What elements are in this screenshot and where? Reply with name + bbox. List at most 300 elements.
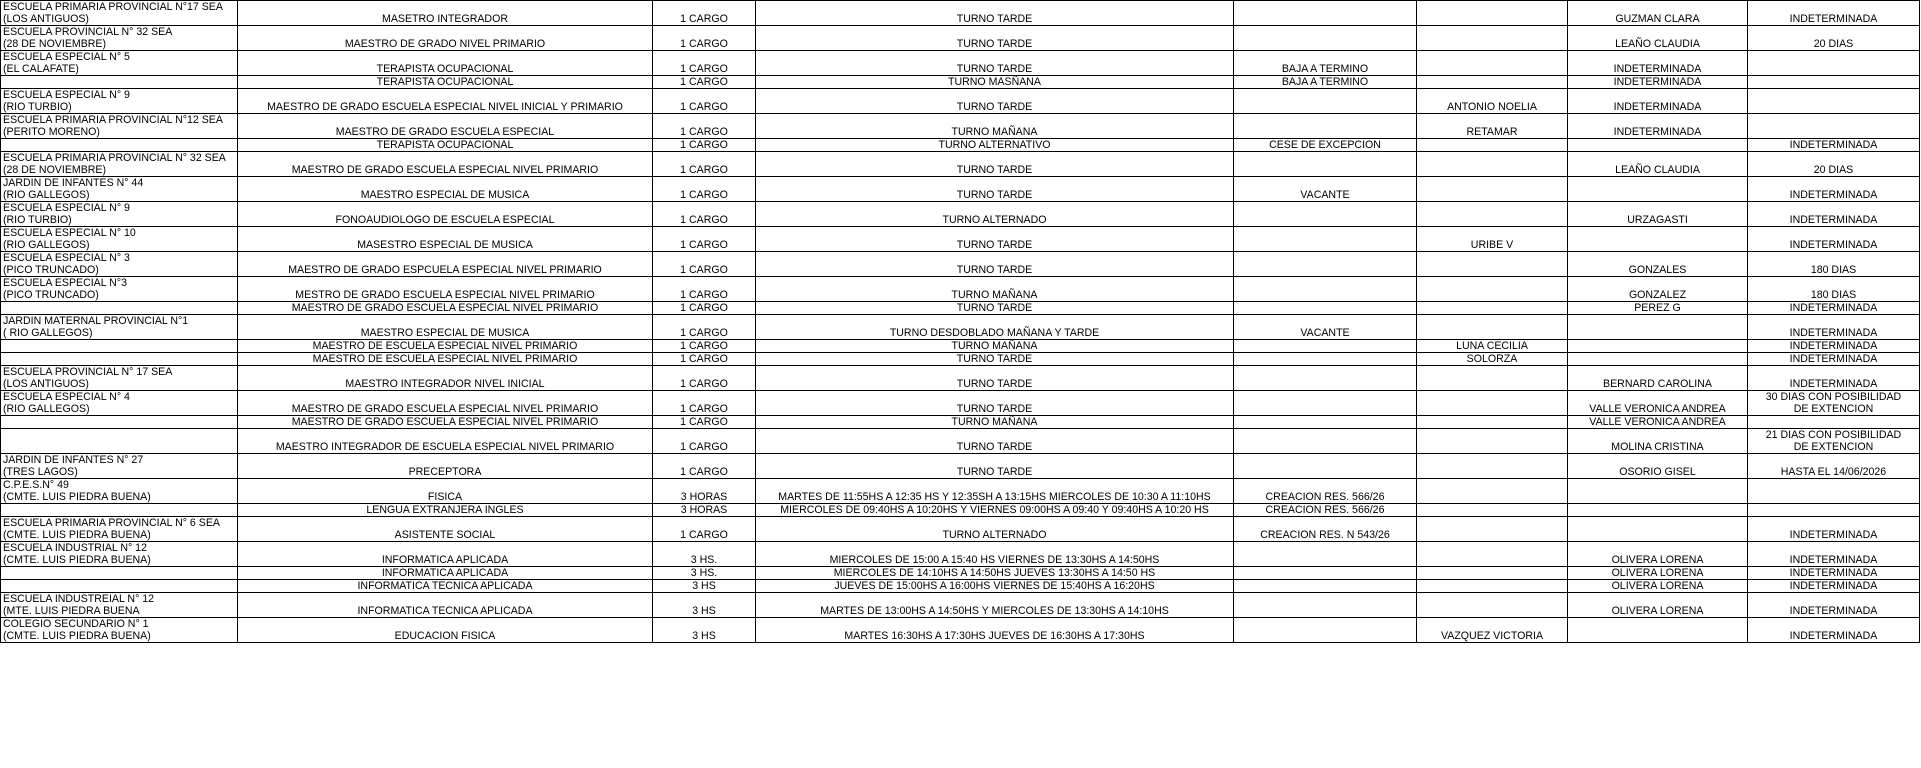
cell-school[interactable] [1,517,238,542]
cell-school-line: ESCUELA PRIMARIA PROVINCIAL N° 6 SEA [3,517,220,529]
cell-school[interactable] [1,1,238,26]
cell-position[interactable] [238,114,653,139]
cell-school[interactable] [1,542,238,567]
cell-school[interactable] [1,51,238,76]
cell-quantity[interactable] [653,542,756,567]
cell-school-line: (CMTE. LUIS PIEDRA BUENA) [3,630,151,642]
cell-quantity[interactable] [653,391,756,416]
cell-replacement[interactable] [1568,177,1748,202]
cell-duration[interactable] [1748,353,1920,366]
cell-teacher[interactable] [1417,517,1568,542]
cell-replacement[interactable] [1568,76,1748,89]
cell-quantity[interactable] [653,1,756,26]
cell-reason[interactable] [1234,567,1417,580]
cell-duration[interactable] [1748,252,1920,277]
cell-reason-text: CESE DE EXCEPCION [1269,139,1381,151]
cell-position[interactable] [238,429,653,454]
cell-position[interactable] [238,252,653,277]
cell-quantity[interactable] [653,567,756,580]
cell-teacher[interactable] [1417,227,1568,252]
cell-position[interactable] [238,416,653,429]
cell-duration[interactable] [1748,1,1920,26]
cell-quantity-text: 1 CARGO [680,441,728,453]
cell-reason[interactable] [1234,277,1417,302]
cell-reason[interactable] [1234,479,1417,504]
cell-school-line: ESCUELA ESPECIAL N° 4 [3,391,130,403]
cell-teacher[interactable] [1417,391,1568,416]
cell-school[interactable] [1,89,238,114]
table-row [1,454,1920,479]
cell-school[interactable] [1,26,238,51]
cell-reason[interactable] [1234,391,1417,416]
cell-duration[interactable] [1748,152,1920,177]
cell-shift[interactable] [756,277,1234,302]
cell-replacement[interactable] [1568,593,1748,618]
cell-shift[interactable] [756,504,1234,517]
cell-shift-text: TURNO TARDE [956,466,1033,478]
cell-quantity[interactable] [653,454,756,479]
cell-duration[interactable] [1748,277,1920,302]
cell-position[interactable] [238,302,653,315]
cell-quantity[interactable] [653,302,756,315]
cell-reason[interactable] [1234,504,1417,517]
cell-position[interactable] [238,26,653,51]
cell-duration[interactable] [1748,227,1920,252]
cell-position-text: MAESTRO DE GRADO ESCUELA ESPECIAL NIVEL PRIMARIO [291,416,599,428]
cell-quantity[interactable] [653,580,756,593]
cell-replacement[interactable] [1568,315,1748,340]
cell-shift[interactable] [756,139,1234,152]
cell-reason[interactable] [1234,1,1417,26]
cell-school[interactable] [1,593,238,618]
cell-teacher[interactable] [1417,416,1568,429]
cell-position-text: MESTRO DE GRADO ESCUELA ESPECIAL NIVEL PRIMARIO [295,289,595,301]
cell-school-line: ESCUELA ESPECIAL N° 10 [3,227,136,239]
cell-teacher[interactable] [1417,366,1568,391]
cell-duration[interactable] [1748,139,1920,152]
cell-replacement[interactable] [1568,51,1748,76]
cell-reason[interactable] [1234,26,1417,51]
cell-quantity[interactable] [653,618,756,643]
cell-duration[interactable] [1748,51,1920,76]
cell-shift[interactable] [756,567,1234,580]
cell-replacement[interactable] [1568,152,1748,177]
cell-teacher[interactable] [1417,567,1568,580]
cell-replacement[interactable] [1568,26,1748,51]
cell-school[interactable] [1,479,238,504]
cell-school[interactable] [1,353,238,366]
cell-shift-text: TURNO TARDE [956,302,1033,314]
cell-shift[interactable] [756,26,1234,51]
cell-replacement[interactable] [1568,580,1748,593]
cell-shift[interactable] [756,76,1234,89]
cell-quantity[interactable] [653,593,756,618]
cell-school[interactable] [1,618,238,643]
cell-school[interactable] [1,391,238,416]
cell-school[interactable] [1,152,238,177]
cell-position[interactable] [238,454,653,479]
cell-quantity[interactable] [653,139,756,152]
cell-reason[interactable] [1234,315,1417,340]
cell-position[interactable] [238,51,653,76]
cell-shift[interactable] [756,580,1234,593]
cell-reason[interactable] [1234,177,1417,202]
cell-duration[interactable] [1748,202,1920,227]
cell-replacement[interactable] [1568,302,1748,315]
cell-position[interactable] [238,479,653,504]
cell-school[interactable] [1,340,238,353]
table-row [1,340,1920,353]
cell-shift[interactable] [756,517,1234,542]
cell-teacher[interactable] [1417,315,1568,340]
cell-shift[interactable] [756,391,1234,416]
cell-school[interactable] [1,177,238,202]
cell-shift[interactable] [756,366,1234,391]
cell-school[interactable] [1,429,238,454]
cell-duration[interactable] [1748,517,1920,542]
cell-shift[interactable] [756,353,1234,366]
cell-school-line: (PICO TRUNCADO) [3,264,99,276]
cell-reason-text: VACANTE [1300,189,1350,201]
cell-replacement[interactable] [1568,618,1748,643]
cell-duration-line: 30 DIAS CON POSIBILIDAD [1765,391,1902,403]
cell-teacher[interactable] [1417,277,1568,302]
cell-shift[interactable] [756,1,1234,26]
cell-position[interactable] [238,315,653,340]
cell-school[interactable] [1,315,238,340]
cell-duration-line: INDETERMINADA [1789,580,1878,592]
cell-teacher[interactable] [1417,202,1568,227]
table-row [1,429,1920,454]
cell-reason[interactable] [1234,139,1417,152]
cell-quantity[interactable] [653,76,756,89]
cell-replacement[interactable] [1568,340,1748,353]
cell-position[interactable] [238,1,653,26]
cell-position[interactable] [238,277,653,302]
cell-duration[interactable] [1748,618,1920,643]
cell-teacher[interactable] [1417,340,1568,353]
cell-position[interactable] [238,517,653,542]
cell-quantity[interactable] [653,353,756,366]
cell-position-text: MAESTRO DE GRADO ESCUELA ESPECIAL NIVEL PRIMARIO [291,403,599,415]
cell-school[interactable] [1,277,238,302]
cell-duration[interactable] [1748,177,1920,202]
cell-replacement[interactable] [1568,353,1748,366]
cell-reason[interactable] [1234,202,1417,227]
cell-quantity[interactable] [653,51,756,76]
cell-quantity[interactable] [653,315,756,340]
cell-teacher[interactable] [1417,26,1568,51]
cell-duration-line: 180 DIAS [1810,264,1857,276]
cell-teacher[interactable] [1417,76,1568,89]
cell-shift[interactable] [756,202,1234,227]
cell-quantity[interactable] [653,517,756,542]
cell-teacher[interactable] [1417,51,1568,76]
cell-shift[interactable] [756,416,1234,429]
cell-replacement[interactable] [1568,416,1748,429]
cell-teacher[interactable] [1417,618,1568,643]
cell-shift[interactable] [756,177,1234,202]
cell-duration[interactable] [1748,567,1920,580]
cell-replacement[interactable] [1568,227,1748,252]
cell-duration[interactable] [1748,366,1920,391]
cell-shift[interactable] [756,252,1234,277]
cell-school-line: ESCUELA INDUSTREIAL N° 12 [3,593,155,605]
cell-replacement-text: GONZALEZ [1628,289,1687,301]
cell-shift[interactable] [756,340,1234,353]
cell-quantity[interactable] [653,366,756,391]
cell-teacher[interactable] [1417,302,1568,315]
cell-school[interactable] [1,114,238,139]
cell-replacement[interactable] [1568,479,1748,504]
cell-shift[interactable] [756,542,1234,567]
cell-position[interactable] [238,227,653,252]
cell-teacher[interactable] [1417,353,1568,366]
cell-shift[interactable] [756,227,1234,252]
cell-position[interactable] [238,567,653,580]
cell-replacement[interactable] [1568,391,1748,416]
cell-quantity[interactable] [653,429,756,454]
cell-quantity-text: 3 HS [692,605,716,617]
cell-duration[interactable] [1748,315,1920,340]
cell-quantity[interactable] [653,252,756,277]
cell-school[interactable] [1,366,238,391]
cell-replacement[interactable] [1568,114,1748,139]
cell-replacement[interactable] [1568,567,1748,580]
cell-shift[interactable] [756,51,1234,76]
cell-shift[interactable] [756,618,1234,643]
cell-duration[interactable] [1748,302,1920,315]
cell-quantity[interactable] [653,227,756,252]
cell-duration[interactable] [1748,542,1920,567]
cell-school-line: (RIO GALLEGOS) [3,239,90,251]
table-body [1,1,1920,643]
cell-replacement[interactable] [1568,504,1748,517]
cell-position-text: ASISTENTE SOCIAL [394,529,496,541]
cell-reason[interactable] [1234,593,1417,618]
table-row [1,580,1920,593]
cell-school[interactable] [1,567,238,580]
cell-position[interactable] [238,177,653,202]
cell-position[interactable] [238,152,653,177]
cell-shift[interactable] [756,593,1234,618]
cell-teacher[interactable] [1417,1,1568,26]
cell-position-text: FISICA [427,491,463,503]
cell-school-line: COLEGIO SECUNDARIO N° 1 [3,618,149,630]
cell-quantity-text: 1 CARGO [680,63,728,75]
cell-school[interactable] [1,202,238,227]
cell-duration-line: 20 DIAS [1813,164,1854,176]
cell-school-line: (RIO TURBIO) [3,101,72,113]
cell-duration[interactable] [1748,26,1920,51]
cell-position[interactable] [238,353,653,366]
cell-position-text: FONOAUDIOLOGO DE ESCUELA ESPECIAL [335,214,555,226]
cell-reason[interactable] [1234,152,1417,177]
cell-reason[interactable] [1234,542,1417,567]
cell-position[interactable] [238,580,653,593]
cell-teacher[interactable] [1417,504,1568,517]
cell-school-line: ESCUELA PRIMARIA PROVINCIAL N°17 SEA [3,1,223,13]
cell-replacement[interactable] [1568,542,1748,567]
cell-duration-line: INDETERMINADA [1789,214,1878,226]
cell-reason[interactable] [1234,340,1417,353]
cell-duration[interactable] [1748,454,1920,479]
cell-replacement[interactable] [1568,252,1748,277]
cell-teacher[interactable] [1417,89,1568,114]
cell-school[interactable] [1,252,238,277]
cell-reason[interactable] [1234,429,1417,454]
cell-quantity[interactable] [653,114,756,139]
cell-school[interactable] [1,416,238,429]
cell-shift[interactable] [756,479,1234,504]
cell-position[interactable] [238,366,653,391]
cell-reason[interactable] [1234,454,1417,479]
cell-quantity[interactable] [653,26,756,51]
cell-teacher[interactable] [1417,139,1568,152]
cell-school-line: ESCUELA PRIMARIA PROVINCIAL N° 32 SEA [3,152,226,164]
cell-duration[interactable] [1748,114,1920,139]
cell-replacement[interactable] [1568,89,1748,114]
cell-shift-text: TURNO TARDE [956,264,1033,276]
cell-school-line: ESCUELA ESPECIAL N° 5 [3,51,130,63]
cell-position[interactable] [238,504,653,517]
cell-reason[interactable] [1234,302,1417,315]
cell-duration-line: INDETERMINADA [1789,567,1878,579]
cell-reason-text: BAJA A TERMINO [1281,76,1369,88]
cell-duration[interactable] [1748,580,1920,593]
cell-teacher[interactable] [1417,454,1568,479]
cell-shift[interactable] [756,429,1234,454]
table-row [1,139,1920,152]
cell-duration-line: INDETERMINADA [1789,353,1878,365]
cell-replacement[interactable] [1568,454,1748,479]
cell-quantity[interactable] [653,277,756,302]
cell-reason[interactable] [1234,353,1417,366]
cell-reason[interactable] [1234,76,1417,89]
cell-teacher-text: URIBE V [1470,239,1514,251]
cell-replacement[interactable] [1568,202,1748,227]
cell-quantity[interactable] [653,89,756,114]
cell-reason[interactable] [1234,517,1417,542]
cell-quantity[interactable] [653,504,756,517]
cell-school[interactable] [1,504,238,517]
cell-position-text: MAESTRO DE GRADO ESCUELA ESPECIAL NIVEL PRIMARIO [291,164,599,176]
cell-position[interactable] [238,618,653,643]
cell-teacher[interactable] [1417,593,1568,618]
cell-duration[interactable] [1748,391,1920,416]
cell-position[interactable] [238,542,653,567]
cell-teacher[interactable] [1417,479,1568,504]
cell-quantity-text: 1 CARGO [680,302,728,314]
cell-teacher[interactable] [1417,177,1568,202]
table-row [1,504,1920,517]
cell-position[interactable] [238,202,653,227]
cell-replacement[interactable] [1568,277,1748,302]
cell-replacement[interactable] [1568,139,1748,152]
cell-reason[interactable] [1234,252,1417,277]
cell-reason[interactable] [1234,618,1417,643]
cell-quantity[interactable] [653,202,756,227]
cell-replacement[interactable] [1568,517,1748,542]
cell-duration[interactable] [1748,479,1920,504]
cell-duration[interactable] [1748,76,1920,89]
cell-quantity[interactable] [653,177,756,202]
cell-school[interactable] [1,580,238,593]
cell-reason[interactable] [1234,580,1417,593]
cell-duration[interactable] [1748,416,1920,429]
table-row [1,391,1920,416]
cell-teacher[interactable] [1417,152,1568,177]
cell-school[interactable] [1,454,238,479]
cell-replacement[interactable] [1568,366,1748,391]
cell-reason[interactable] [1234,366,1417,391]
cell-position[interactable] [238,391,653,416]
cell-position[interactable] [238,593,653,618]
table-row [1,1,1920,26]
cell-school[interactable] [1,76,238,89]
cell-quantity-text: 1 CARGO [680,327,728,339]
table-row [1,202,1920,227]
cell-replacement[interactable] [1568,1,1748,26]
cell-shift[interactable] [756,89,1234,114]
cell-shift[interactable] [756,315,1234,340]
cell-duration[interactable] [1748,340,1920,353]
cell-quantity[interactable] [653,479,756,504]
cell-reason[interactable] [1234,416,1417,429]
table-row [1,366,1920,391]
cell-shift[interactable] [756,454,1234,479]
cell-school[interactable] [1,139,238,152]
cell-teacher[interactable] [1417,542,1568,567]
cell-shift[interactable] [756,302,1234,315]
cell-school-line: JARDIN MATERNAL PROVINCIAL N°1 [3,315,189,327]
cell-reason[interactable] [1234,227,1417,252]
cell-shift[interactable] [756,114,1234,139]
cell-position[interactable] [238,139,653,152]
cell-duration[interactable] [1748,89,1920,114]
cell-replacement[interactable] [1568,429,1748,454]
cell-position[interactable] [238,89,653,114]
table-row [1,416,1920,429]
cell-duration[interactable] [1748,429,1920,454]
cell-position[interactable] [238,340,653,353]
cell-reason[interactable] [1234,51,1417,76]
cell-teacher[interactable] [1417,252,1568,277]
cell-quantity-text: 1 CARGO [680,403,728,415]
cell-school[interactable] [1,227,238,252]
cell-duration-line: DE EXTENCION [1793,441,1874,453]
cell-school[interactable] [1,302,238,315]
cell-quantity[interactable] [653,152,756,177]
cell-duration[interactable] [1748,593,1920,618]
cell-quantity[interactable] [653,340,756,353]
cell-position-text: MAESTRO DE GRADO ESCUELA ESPECIAL NIVEL INICIAL Y PRIMARIO [267,101,623,113]
cell-shift[interactable] [756,152,1234,177]
cell-duration-line: INDETERMINADA [1789,378,1878,390]
cell-quantity-text: 3 HS. [690,567,718,579]
cell-quantity-text: 1 CARGO [680,189,728,201]
cell-teacher[interactable] [1417,580,1568,593]
cell-teacher[interactable] [1417,114,1568,139]
cell-school-line: ESCUELA ESPECIAL N° 9 [3,89,130,101]
cell-replacement-text: PEREZ G [1634,302,1681,314]
cell-duration[interactable] [1748,504,1920,517]
cell-position[interactable] [238,76,653,89]
cell-reason[interactable] [1234,89,1417,114]
cell-reason[interactable] [1234,114,1417,139]
cell-teacher[interactable] [1417,429,1568,454]
cell-quantity[interactable] [653,416,756,429]
